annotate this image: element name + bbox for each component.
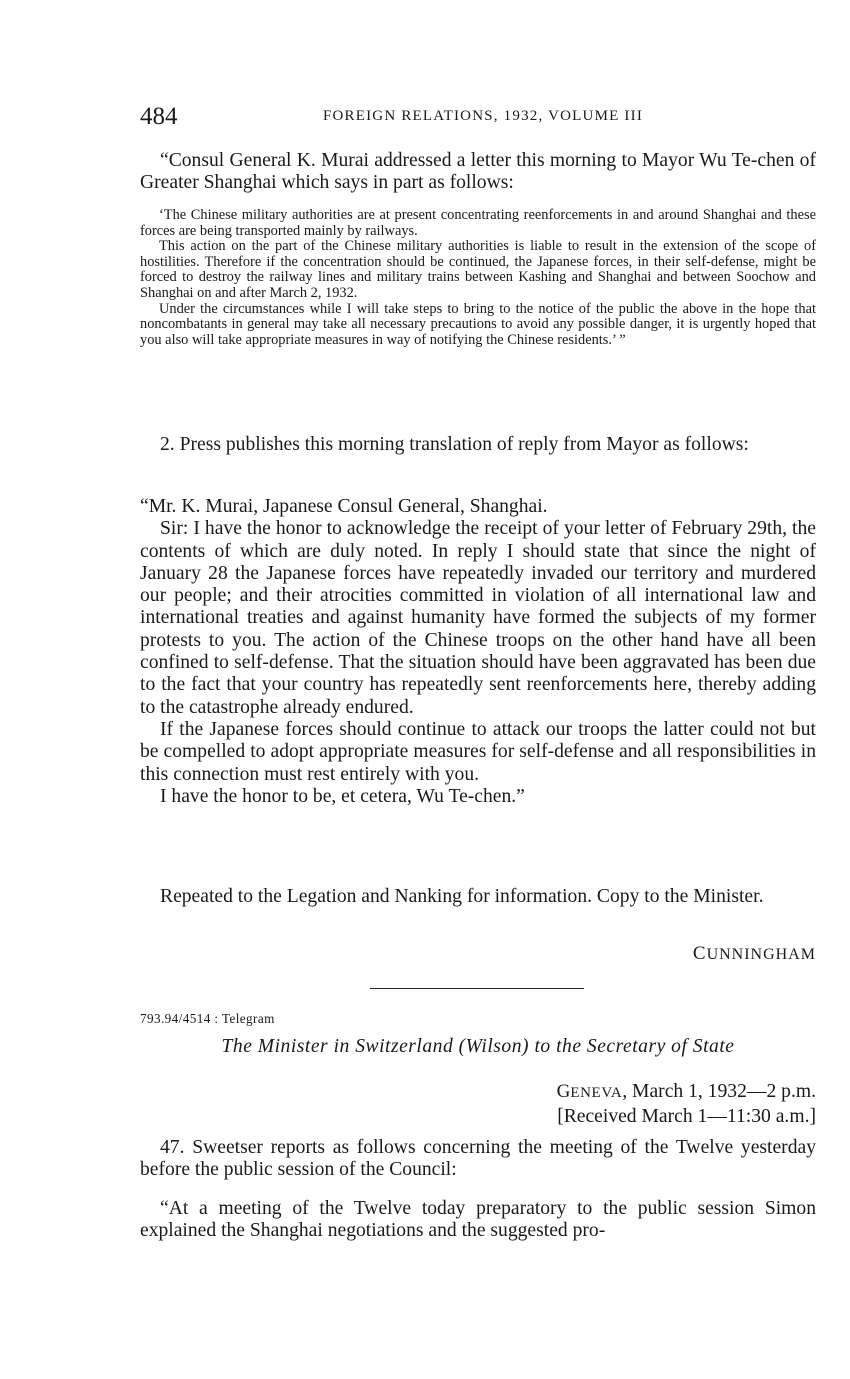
repeated-text: Repeated to the Legation and Nanking for information. Copy to the Minister.	[160, 886, 764, 907]
reply-para-2: If the Japanese forces should continue to attack our troops the latter could not but be compelled to adopt appropriate measures for self-defense and all responsibilities in this connection must rest entirely with you.	[140, 718, 816, 785]
press-paragraph	[140, 434, 816, 456]
intro-paragraph	[140, 150, 816, 195]
reply-address: “Mr. K. Murai, Japanese Consul General, Shanghai.	[140, 496, 548, 517]
telegram-dateline	[557, 1080, 816, 1129]
page-number: 484	[140, 103, 178, 130]
repeated-paragraph	[140, 886, 816, 908]
page-header	[140, 103, 816, 133]
quote-start-text: “At a meeting of the Twelve today preparatory to the public session Simon explained the Shanghai negotiations and the suggested pro-	[140, 1198, 816, 1242]
reply-para-3: I have the honor to be, et cetera, Wu Te-chen.”	[160, 785, 525, 807]
telegram-doc-id: 793.94/4514 : Telegram	[140, 1011, 275, 1026]
telegram-title: The Minister in Switzerland (Wilson) to the Secretary of State	[221, 1036, 735, 1057]
mayor-reply	[140, 496, 816, 808]
telegram-quote-start	[140, 1198, 816, 1243]
telegram-received: [Received March 1—11:30 a.m.]	[557, 1106, 816, 1127]
murai-letter-para-3: Under the circumstances while I will take steps to bring to the notice of the public the above in the hope that noncombatants in general may take all necessary precautions to avoid any possible danger, it is urgently hoped that you also will take appropriate measures in way of notifying the Chinese residents.’ ”	[140, 300, 816, 348]
telegram-date: GENEVA, March 1, 1932—2 p.m.	[556, 1081, 816, 1102]
para-47-text: 47. Sweetser reports as follows concerning the meeting of the Twelve yesterday before the public session of the Council:	[140, 1137, 816, 1181]
press-text: 2. Press publishes this morning translation of reply from Mayor as follows:	[160, 434, 749, 455]
section-divider	[370, 988, 584, 989]
reply-para-1: Sir: I have the honor to acknowledge the receipt of your letter of February 29th, the contents of which are duly noted. In reply I should state that since the night of January 28 the Japanese forces have repeatedly invaded our territory and murdered our people; and their atrocities committed in violation of all international law and international treaties and against humanity have formed the subjects of my former protests to you. The action of the Chinese troops on the other hand have all been confined to self-defense. That the situation should have been aggravated has been due to the fact that your country has repeatedly sent reenforcements here, thereby adding to the catastrophe already endured.	[140, 518, 816, 718]
murai-letter-para-2: This action on the part of the Chinese military authorities is liable to result in the extension of the scope of hostilities. Therefore if the concentration should be continued, the Japanese forces, in their self-defense, might be forced to destroy the railway lines and military trains between Kashing and Shanghai and between Soochow and Shanghai on and after March 2, 1932.	[140, 238, 816, 301]
telegram-paragraph-47	[140, 1137, 816, 1182]
signature-cunningham: CUNNINGHAM	[692, 943, 816, 964]
intro-text: “Consul General K. Murai addressed a letter this morning to Mayor Wu Te-chen of Greater Shanghai which says in part as follows:	[140, 150, 816, 194]
murai-letter-quote	[140, 208, 816, 348]
murai-letter-para-1: ‘The Chinese military authorities are at present concentrating reenforcements in and around Shanghai and these forces are being transported mainly by railways.	[140, 207, 816, 239]
running-title: FOREIGN RELATIONS, 1932, VOLUME III	[322, 108, 644, 124]
